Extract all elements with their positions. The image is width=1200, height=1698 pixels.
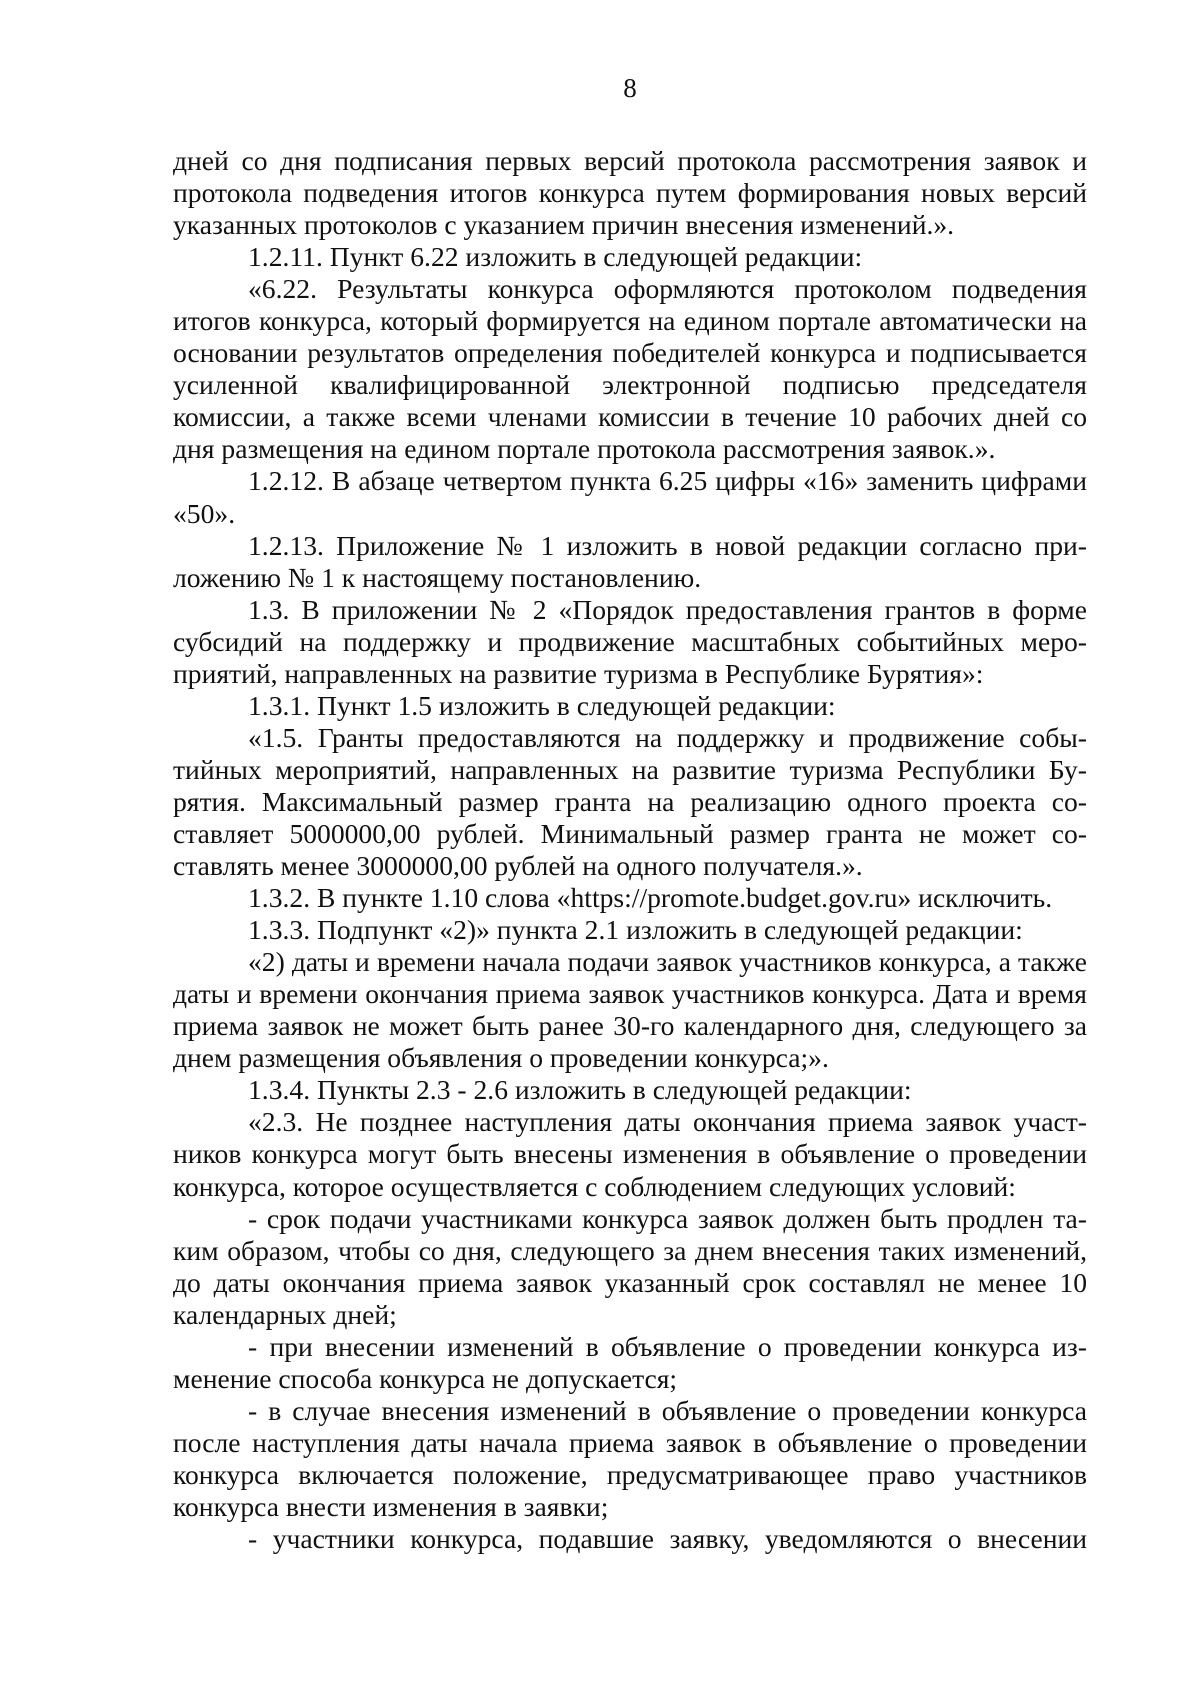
paragraph: 1.2.13. Приложение № 1 изложить в новой редакции согласно приложению № 1 к настоящему постановлению. [173,529,1087,593]
paragraph: 1.3.4. Пункты 2.3 - 2.6 изложить в следующей редакции: [248,1074,912,1106]
paragraph: 1.3.3. Подпункт «2)» пункта 2.1 изложить в следующей редакции: [248,914,1023,946]
paragraph: - срок подачи участниками конкурса заявок должен быть продлен таким образом, чтобы со дня, следующего за днем внесения таких изменений, до даты окончания приема заявок указанный срок составлял не менее 10 календарных дней; [173,1202,1087,1330]
paragraph: 1.3.2. В пункте 1.10 слова «https://promote.budget.gov.ru» исключить. [248,882,1053,914]
paragraph: 1.3.1. Пункт 1.5 изложить в следующей редакции: [248,689,836,721]
paragraph: «6.22. Результаты конкурса оформляются протоколом подведения итогов конкурса, который формируется на едином портале автоматически на основании результатов определения победителей конкурса и подписывается усиленной квалифицированной электронной подписью председателя комиссии, а также всеми членами комиссии в течение 10 рабочих дней со дня размещения на едином портале протокола рассмотрения заявок.». [173,273,1087,465]
paragraph: дней со дня подписания первых версий протокола рассмотрения заявок и протокола подведения итогов конкурса путем формирования новых версий указанных протоколов с указанием причин внесения изменений.». [173,145,1087,241]
document-body [173,145,1087,1555]
paragraph: - участники конкурса, подавшие заявку, уведомляются о внесении [248,1523,1087,1555]
paragraph: «1.5. Гранты предоставляются на поддержку и продвижение событийных мероприятий, направленных на развитие туризма Республики Бурятия. Максимальный размер гранта на реализацию одного проекта составляет 5000000,00 рублей. Минимальный размер гранта не может составлять менее 3000000,00 рублей на одного получателя.». [173,721,1087,882]
paragraph: 1.2.11. Пункт 6.22 изложить в следующей редакции: [248,241,863,273]
paragraph: 1.2.12. В абзаце четвертом пункта 6.25 цифры «16» заменить цифрами «50». [173,465,1087,529]
paragraph: «2.3. Не позднее наступления даты окончания приема заявок участников конкурса могут быть внесены изменения в объявление о проведении конкурса, которое осуществляется с соблюдением следующих условий: [173,1106,1087,1202]
page-number: 8 [623,73,637,103]
paragraph: «2) даты и времени начала подачи заявок участников конкурса, а также даты и времени окончания приема заявок участников конкурса. Дата и время приема заявок не может быть ранее 30-го календарного дня, следующего за днем размещения объявления о проведении конкурса;». [173,946,1087,1074]
paragraph: - при внесении изменений в объявление о проведении конкурса изменение способа конкурса не допускается; [173,1330,1087,1394]
paragraph: 1.3. В приложении № 2 «Порядок предоставления грантов в форме субсидий на поддержку и продвижение масштабных событийных мероприятий, направленных на развитие туризма в Республике Бурятия»: [173,593,1087,689]
paragraph: - в случае внесения изменений в объявление о проведении конкурса после наступления даты начала приема заявок в объявление о проведении конкурса включается положение, предусматривающее право участников конкурса внести изменения в заявки; [173,1394,1087,1522]
